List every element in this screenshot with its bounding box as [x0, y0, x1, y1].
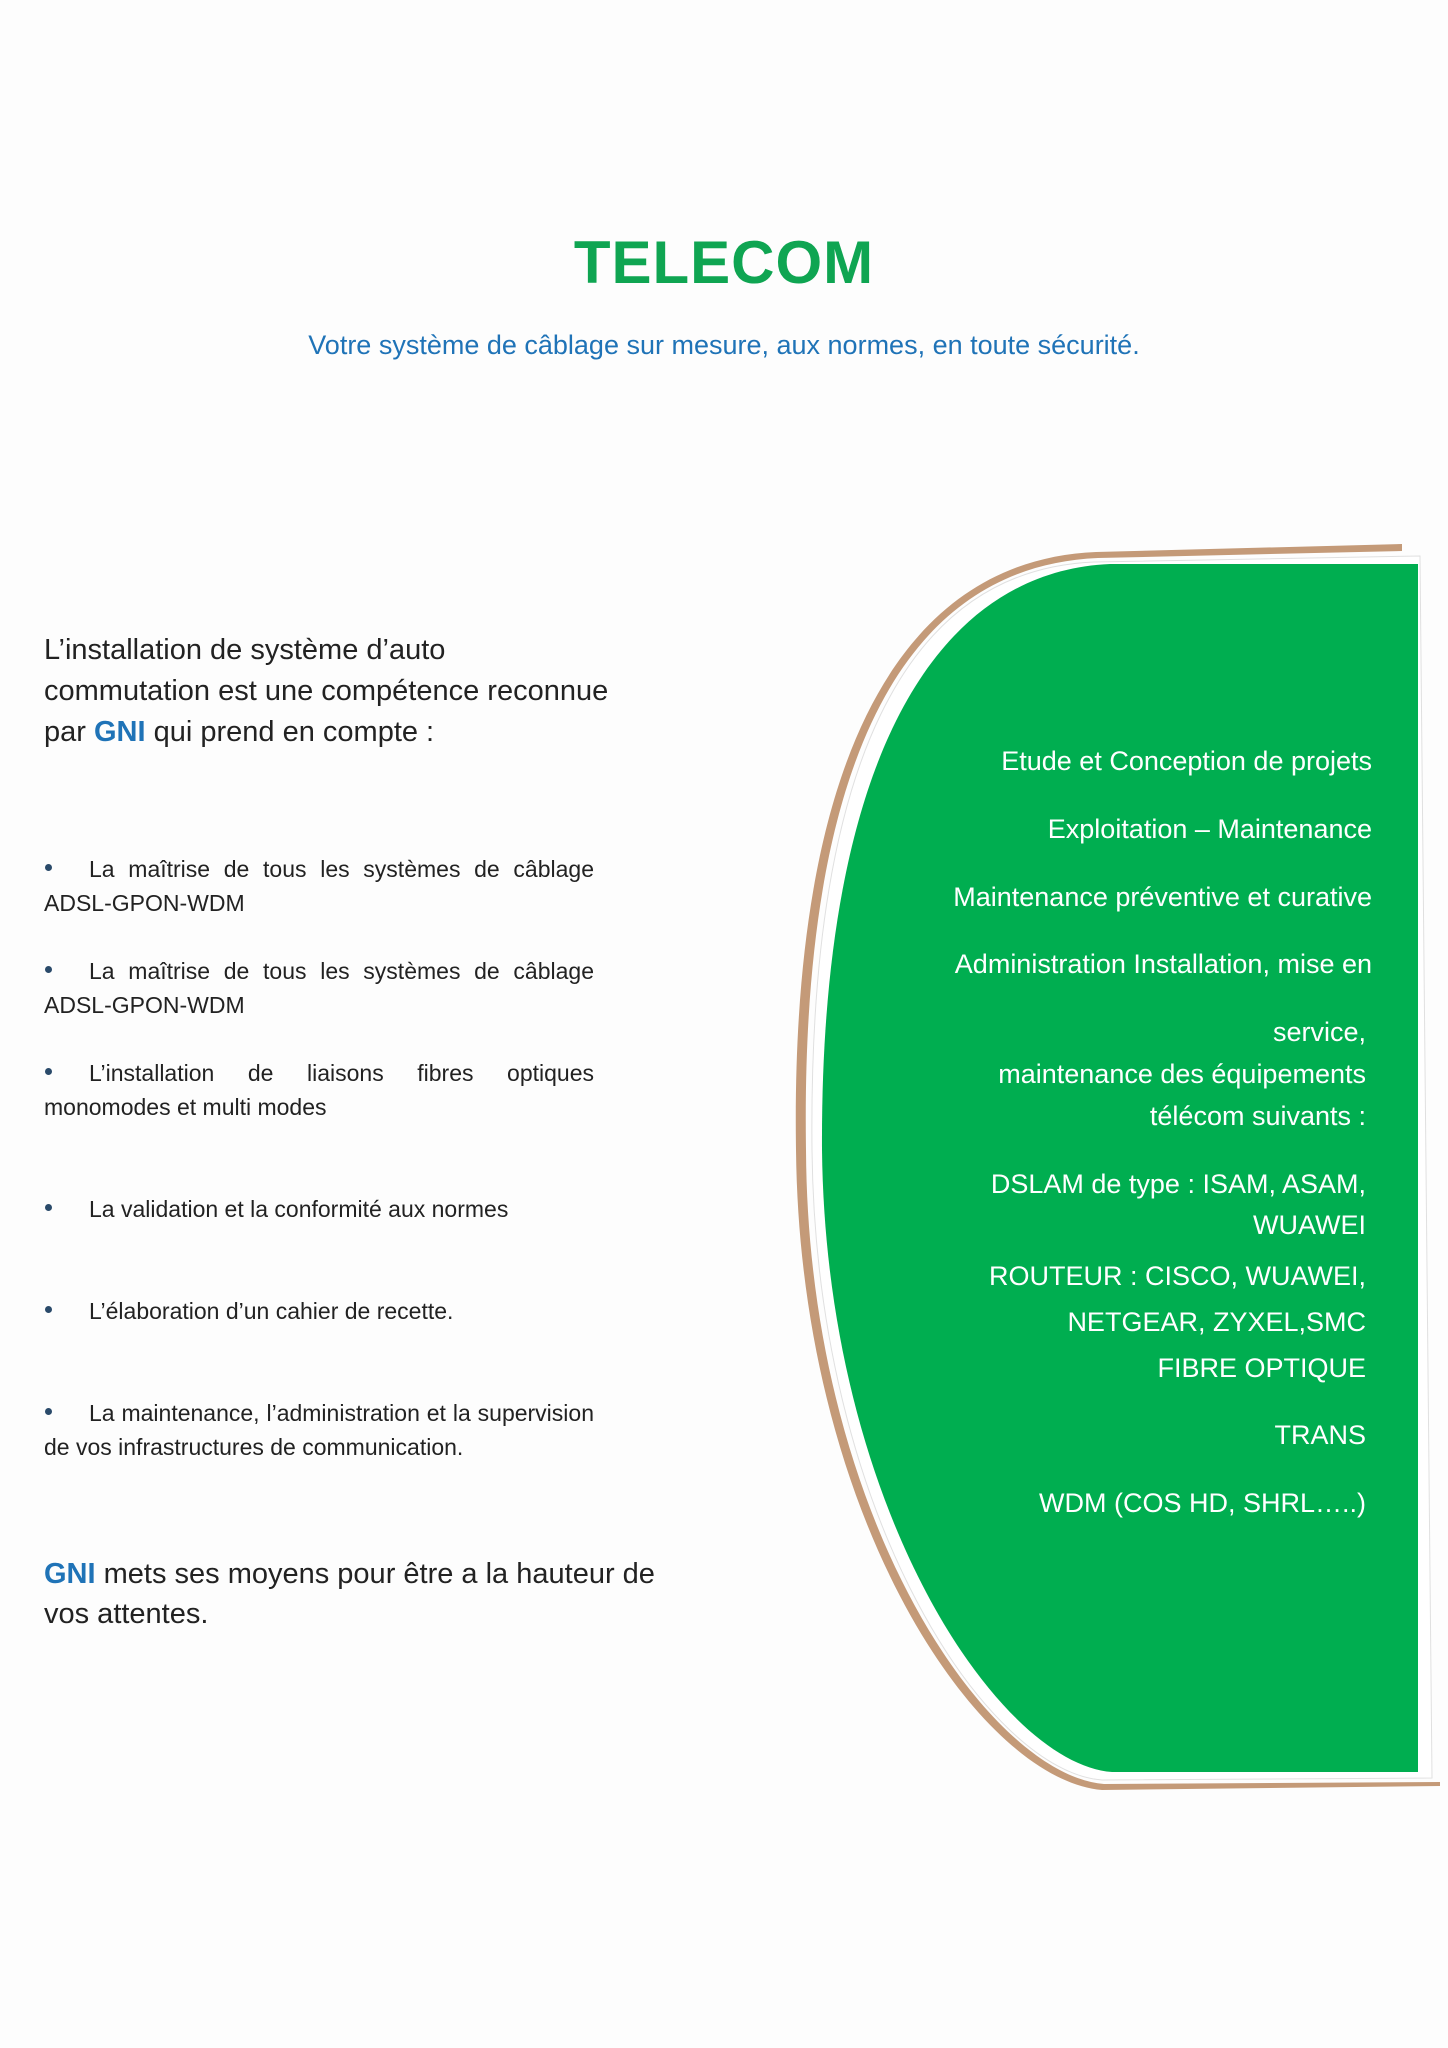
bullet-item [44, 1056, 594, 1124]
closing-text: mets ses moyens pour être a la hauteur de vos attentes. [44, 1558, 655, 1630]
intro-paragraph [44, 630, 614, 753]
bullet-icon [44, 1067, 53, 1076]
service-item: maintenance des équipements [998, 1059, 1366, 1089]
bullet-item [44, 1396, 594, 1464]
bullet-icon [44, 965, 53, 974]
intro-text: L’installation de système d’auto commutation est une compétence reconnue par [44, 634, 609, 748]
bullet-text: L’élaboration d’un cahier de recette. [89, 1298, 454, 1324]
bullet-item [44, 954, 594, 1022]
page-subtitle: Votre système de câblage sur mesure, aux normes, en toute sécurité. [308, 330, 1140, 360]
service-item: Administration Installation, mise en [954, 949, 1372, 979]
service-item: Exploitation – Maintenance [1047, 814, 1372, 844]
service-item: télécom suivants : [1149, 1101, 1366, 1131]
service-item: TRANS [1274, 1420, 1366, 1450]
page-title: TELECOM [573, 229, 875, 296]
bullet-item [44, 1192, 594, 1226]
service-item: NETGEAR, ZYXEL,SMC [1067, 1307, 1366, 1337]
bullet-text: La maîtrise de tous les systèmes de câblage ADSL-GPON-WDM [44, 856, 594, 916]
bullet-text: L’installation de liaisons fibres optiques monomodes et multi modes [44, 1060, 594, 1120]
service-item: DSLAM de type : ISAM, ASAM, [990, 1169, 1366, 1199]
service-item: service, [1272, 1017, 1366, 1047]
closing-paragraph [44, 1554, 664, 1634]
bullet-icon [44, 863, 53, 872]
intro-text-end: qui prend en compte : [145, 716, 435, 748]
bullet-icon [44, 1203, 53, 1212]
bullet-text: La maintenance, l’administration et la supervision de vos infrastructures de communication. [44, 1400, 594, 1460]
service-item: FIBRE OPTIQUE [1157, 1353, 1366, 1383]
bullet-text: La maîtrise de tous les systèmes de câblage ADSL-GPON-WDM [44, 958, 594, 1018]
bullet-icon [44, 1305, 53, 1314]
brand-name: GNI [44, 1558, 96, 1590]
bullet-icon [44, 1407, 53, 1416]
service-item: ROUTEUR : CISCO, WUAWEI, [989, 1261, 1366, 1291]
bullet-item [44, 1294, 594, 1328]
bullet-item [44, 852, 594, 920]
bullet-text: La validation et la conformité aux normes [89, 1196, 509, 1222]
service-item: Etude et Conception de projets [1001, 746, 1372, 776]
brand-name: GNI [93, 716, 146, 748]
service-item: WUAWEI [1253, 1210, 1366, 1240]
service-item: WDM (COS HD, SHRL…..) [1039, 1488, 1366, 1518]
service-item: Maintenance préventive et curative [953, 882, 1372, 912]
